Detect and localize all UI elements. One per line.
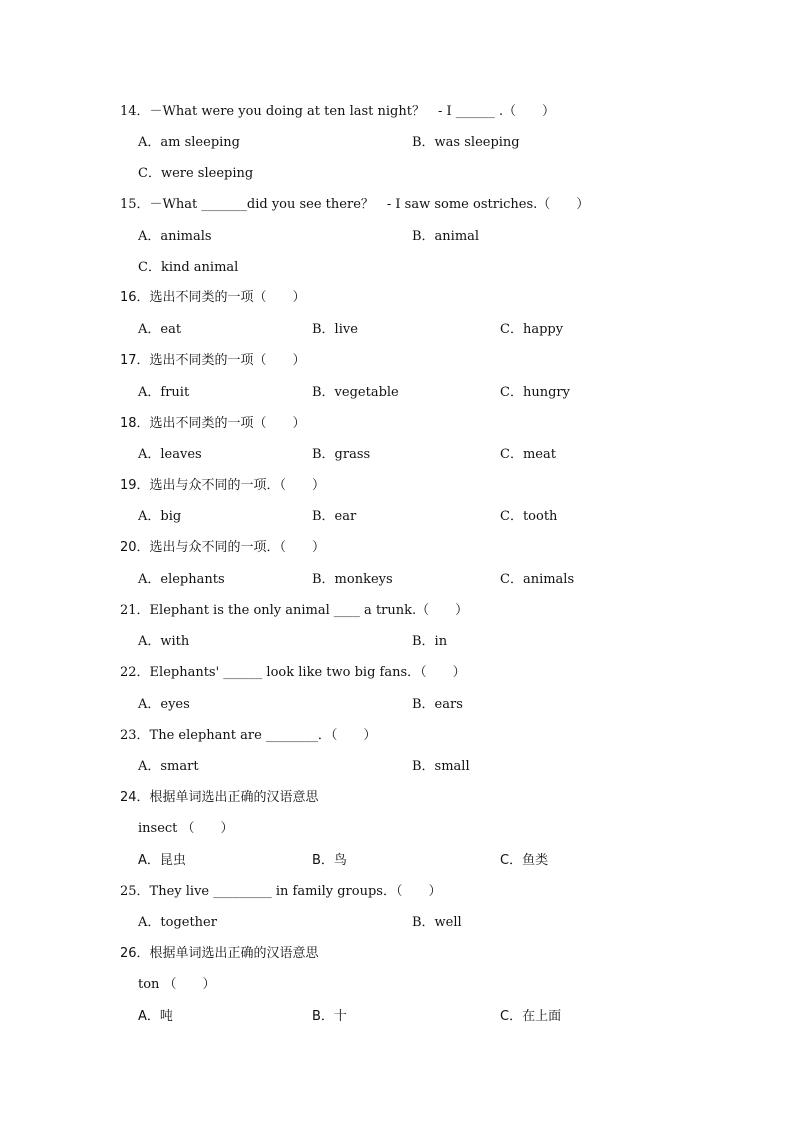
question-18-option-c[interactable]: C．meat	[500, 447, 556, 462]
question-15-option-a[interactable]: A．animals	[138, 229, 212, 244]
question-24-option-b[interactable]: B．鸟	[312, 853, 347, 868]
question-24-word: insect （ ）	[138, 821, 234, 836]
question-14-option-a[interactable]: A．am sleeping	[138, 135, 240, 150]
question-25-option-a[interactable]: A．together	[138, 915, 217, 930]
question-17-option-a[interactable]: A．fruit	[138, 385, 190, 400]
question-15-option-c[interactable]: C．kind animal	[138, 260, 239, 275]
question-25-option-b[interactable]: B．well	[412, 915, 462, 930]
question-14-stem: 14．－What were you doing at ten last night？ - I ______ .（ ）	[120, 104, 556, 119]
question-16-option-b[interactable]: B．live	[312, 322, 358, 337]
question-26-stem: 26．根据单词选出正确的汉语意思	[120, 946, 319, 961]
question-21-option-b[interactable]: B．in	[412, 634, 448, 649]
question-23-stem: 23．The elephant are ________．（ ）	[120, 728, 377, 743]
question-18-option-a[interactable]: A．leaves	[138, 447, 202, 462]
question-23-option-a[interactable]: A．smart	[138, 759, 199, 774]
question-24-option-c[interactable]: C．鱼类	[500, 853, 549, 868]
question-18-option-b[interactable]: B．grass	[312, 447, 371, 462]
question-17-option-c[interactable]: C．hungry	[500, 385, 570, 400]
question-22-stem: 22．Elephants' ______ look like two big fans．（ ）	[120, 665, 466, 680]
question-23-option-b[interactable]: B．small	[412, 759, 470, 774]
question-19-option-c[interactable]: C．tooth	[500, 509, 558, 524]
question-25-stem: 25．They live _________ in family groups．（ ）	[120, 884, 442, 899]
question-15-option-b[interactable]: B．animal	[412, 229, 480, 244]
question-20-option-c[interactable]: C．animals	[500, 572, 575, 587]
question-26-option-b[interactable]: B．十	[312, 1009, 347, 1024]
question-19-option-a[interactable]: A．big	[138, 509, 182, 524]
question-20-stem: 20．选出与众不同的一项．（ ）	[120, 540, 326, 555]
question-26-word: ton （ ）	[138, 977, 216, 992]
question-16-stem: 16．选出不同类的一项（ ）	[120, 290, 306, 305]
question-16-option-a[interactable]: A．eat	[138, 322, 182, 337]
question-24-option-a[interactable]: A．昆虫	[138, 853, 186, 868]
question-24-stem: 24．根据单词选出正确的汉语意思	[120, 790, 319, 805]
question-17-stem: 17．选出不同类的一项（ ）	[120, 353, 306, 368]
question-22-option-a[interactable]: A．eyes	[138, 697, 190, 712]
question-17-option-b[interactable]: B．vegetable	[312, 385, 399, 400]
question-20-option-b[interactable]: B．monkeys	[312, 572, 393, 587]
question-21-stem: 21．Elephant is the only animal ____ a trunk.（ ）	[120, 603, 469, 618]
question-19-stem: 19．选出与众不同的一项．（ ）	[120, 478, 326, 493]
question-20-option-a[interactable]: A．elephants	[138, 572, 225, 587]
question-18-stem: 18．选出不同类的一项（ ）	[120, 416, 306, 431]
question-22-option-b[interactable]: B．ears	[412, 697, 463, 712]
question-16-option-c[interactable]: C．happy	[500, 322, 564, 337]
question-26-option-a[interactable]: A．吨	[138, 1009, 173, 1024]
question-21-option-a[interactable]: A．with	[138, 634, 190, 649]
question-15-stem: 15．－What _______did you see there？ - I saw some ostriches.（ ）	[120, 197, 590, 212]
question-26-option-c[interactable]: C．在上面	[500, 1009, 562, 1024]
question-14-option-c[interactable]: C．were sleeping	[138, 166, 254, 181]
question-19-option-b[interactable]: B．ear	[312, 509, 357, 524]
question-14-option-b[interactable]: B．was sleeping	[412, 135, 520, 150]
